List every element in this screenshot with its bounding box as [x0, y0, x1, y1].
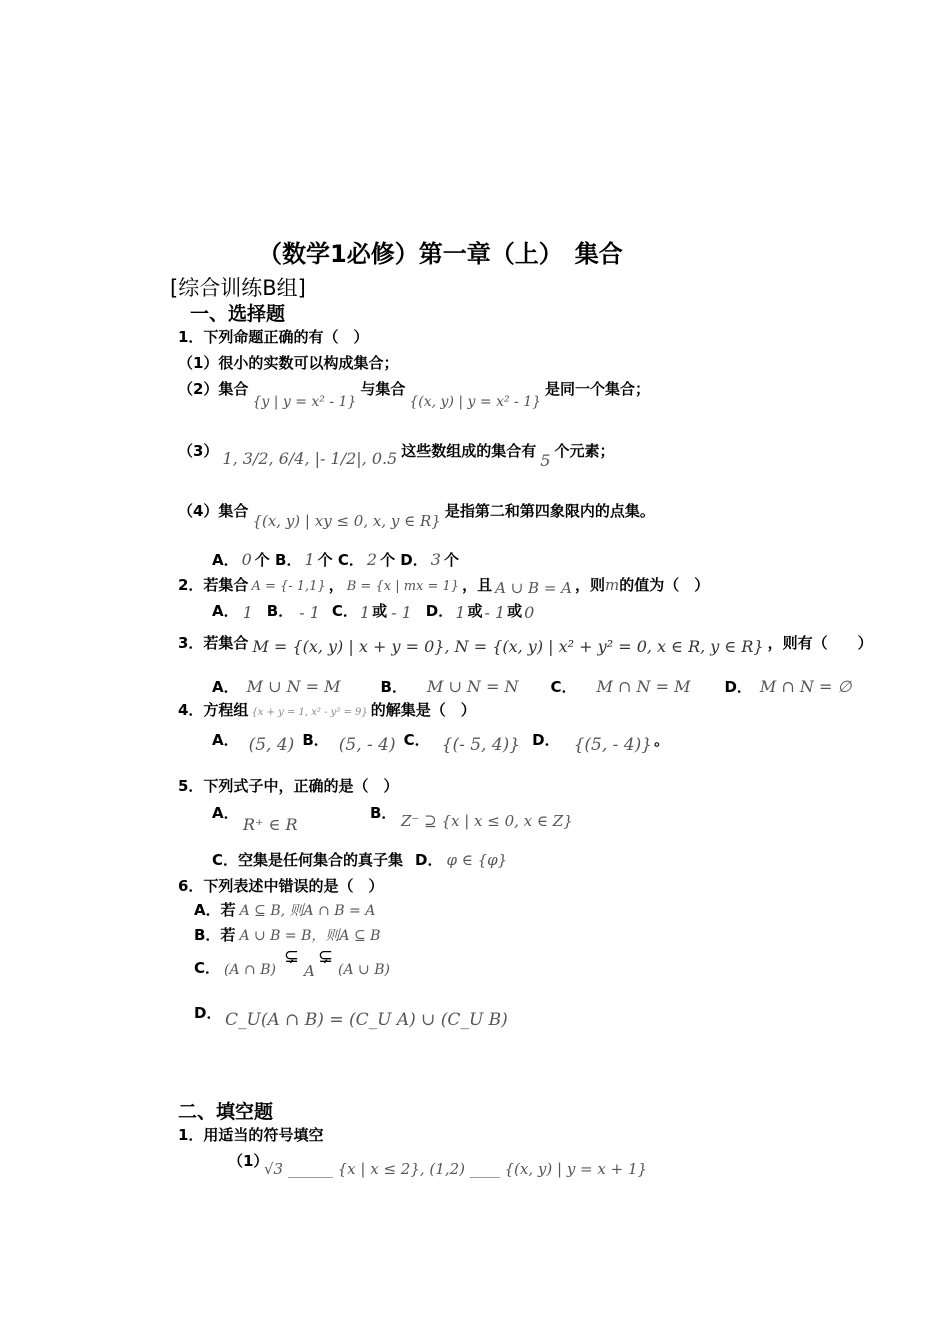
math-set-xy: {(x, y) | y = x² - 1}: [409, 394, 542, 410]
q5-option-b-math: Z⁻ ⊇ {x | x ≤ 0, x ∈ Z}: [401, 812, 573, 830]
q5-option-a-math: R⁺ ∈ R: [243, 815, 298, 834]
q6-option-d: D．: [194, 1004, 222, 1022]
q6-option-b: B．若 A ∪ B = B，则A ⊆ B: [194, 926, 381, 944]
q5-stem: 5．下列式子中，正确的是（ ）: [178, 777, 399, 795]
q5-option-cd: C．空集是任何集合的真子集 D． φ ∈ {φ}: [212, 851, 508, 869]
q6-stem: 6．下列表述中错误的是（ ）: [178, 877, 384, 895]
q5-option-a: A．: [212, 804, 239, 822]
f1-item-1-math: √3 ______ {x | x ≤ 2}, (1,2) ____ {(x, y) | y = x + 1}: [264, 1160, 648, 1178]
section-fill-heading: 二、填空题: [178, 1101, 274, 1123]
q4-stem: 4．方程组 {x + y = 1, x² - y² = 9} 的解集是（ ）: [178, 701, 476, 719]
q6-option-c-math-2: A: [304, 962, 315, 980]
math-numbers: 1, 3/2, 6/4, |- 1/2|, 0.5: [222, 449, 398, 468]
q1-statement-4: （4）集合{(x, y) | xy ≤ 0, x, y ∈ R}是指第二和第四象限内的点集。: [178, 502, 655, 530]
proper-subset-symbol: ⊊: [284, 946, 300, 967]
q2-options: A． 1 B． - 1 C． 1 或 - 1 D． 1 或 - 1 或 0: [212, 602, 535, 622]
math-set-y: {y | y = x² - 1}: [252, 394, 357, 410]
q1-statement-3: （3） 1, 3/2, 6/4, |- 1/2|, 0.5 这些数组成的集合有 5 个元素；: [178, 442, 615, 470]
f1-stem: 1．用适当的符号填空: [178, 1126, 324, 1144]
q1-options: A． 0 个 B． 1 个 C． 2 个 D． 3 个: [212, 550, 459, 569]
section-choice-heading: 一、选择题: [190, 303, 286, 325]
q3-options: A． M ∪ N = M B． M ∪ N = N C． M ∩ N = M D． M ∩ N = ∅: [212, 677, 852, 696]
page-title: （数学1必修）第一章（上） 集合: [258, 240, 623, 268]
q1-stem: 1．下列命题正确的有（ ）: [178, 328, 369, 346]
q3-stem: 3．若集合 M = {(x, y) | x + y = 0}, N = {(x, y) | x² + y² = 0, x ∈ R, y ∈ R} ，则有（ ）: [178, 634, 873, 656]
q6-option-d-math: C_U(A ∩ B) = (C_U A) ∪ (C_U B): [225, 1010, 508, 1030]
proper-subset-symbol-2: ⊊: [318, 946, 334, 967]
q4-options: A． (5, 4) B． (5, - 4) C． {(- 5, 4)} D． {(5, - 4)} 。: [212, 731, 670, 755]
group-heading: [综合训练B组]: [170, 276, 306, 300]
q6-option-c-math-3: (A ∪ B): [338, 962, 390, 978]
q6-option-c-math-1: (A ∩ B): [224, 962, 276, 978]
q1-statement-1: （1）很小的实数可以构成集合；: [178, 354, 399, 372]
q5-option-b: B．: [370, 804, 397, 822]
q6-option-a: A．若 A ⊆ B, 则A ∩ B = A: [194, 901, 376, 919]
math-five: 5: [540, 451, 551, 470]
math-system: {x + y = 1, x² - y² = 9}: [251, 707, 368, 718]
q6-option-c: C．: [194, 959, 221, 977]
f1-item-1: （1）: [228, 1152, 269, 1170]
q1-statement-2: （2）集合{y | y = x² - 1}与集合{(x, y) | y = x² - 1}是同一个集合；: [178, 380, 651, 410]
q2-stem: 2．若集合 A = {- 1,1} ， B = {x | mx = 1} ，且 A ∪ B = A ，则m的值为（ ）: [178, 576, 710, 597]
math-quadrant-set: {(x, y) | xy ≤ 0, x, y ∈ R}: [252, 512, 441, 530]
